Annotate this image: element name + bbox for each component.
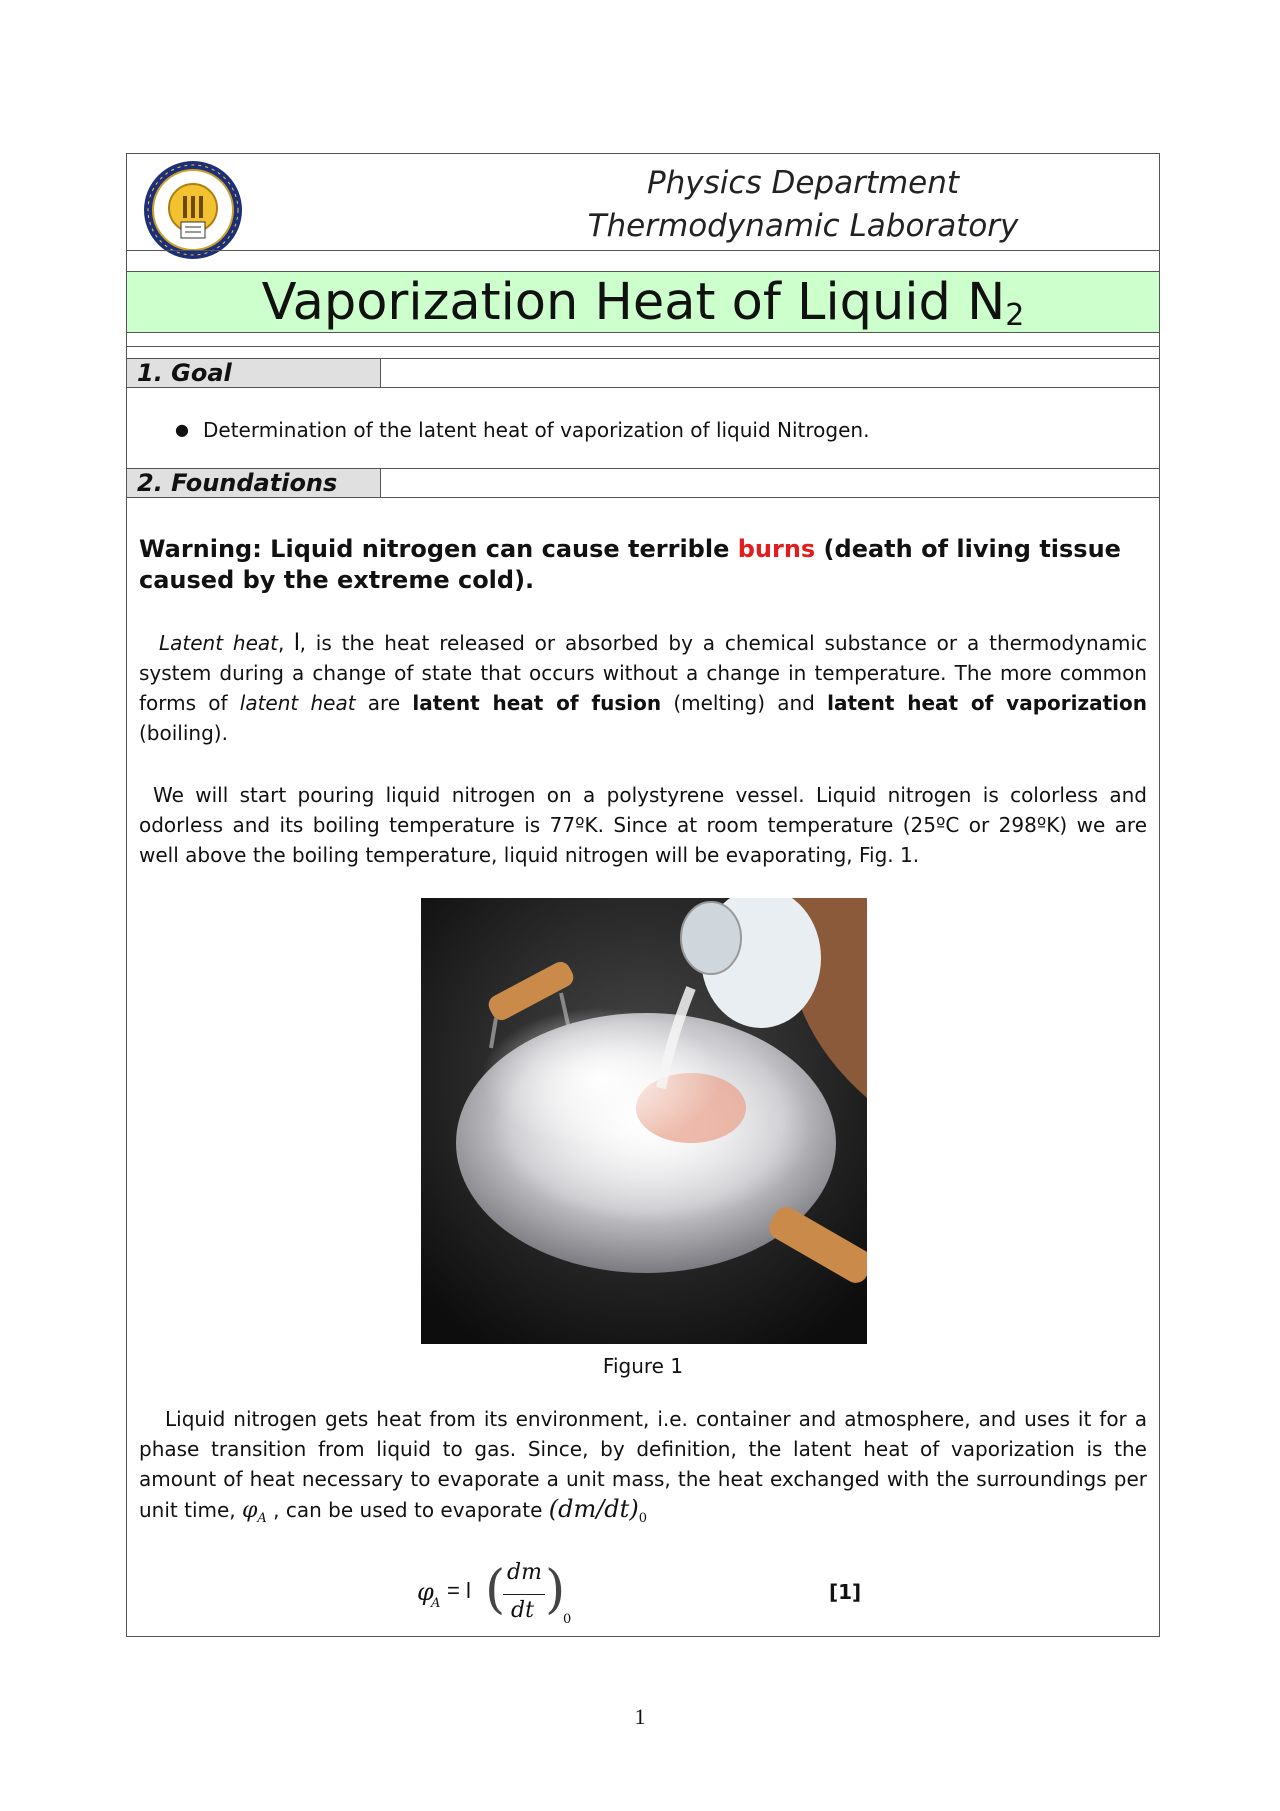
fraction-bar — [503, 1594, 545, 1595]
paragraph-latent-heat — [139, 628, 1147, 748]
warning-text — [139, 534, 1147, 596]
equation-1 — [417, 1560, 877, 1632]
department-name: Physics Department — [646, 165, 960, 201]
figure-caption: Figure 1 — [602, 1354, 684, 1378]
text-span: Liquid nitrogen gets heat from its environment, i.e. container and atmosphere, and uses it for a phase transition from liquid to gas. Since, by definition, the latent heat of vaporization is the amount of heat necessary to evaporate a unit mass, the heat exchanged with the surroundings per unit time, — [139, 1407, 1147, 1522]
text-span: , — [278, 631, 295, 655]
warning-part: Warning: Liquid nitrogen can cause terrible — [139, 535, 738, 563]
equation-lhs-subscript: A — [431, 1596, 441, 1611]
equation-denominator: dt — [511, 1598, 534, 1623]
goal-bullet — [175, 418, 869, 442]
bullet-icon: ● — [175, 420, 189, 439]
title-text: Vaporization Heat of Liquid N — [261, 273, 1006, 332]
right-paren-icon: ) — [545, 1560, 566, 1620]
page-title — [127, 272, 1159, 347]
text-span: Latent heat — [159, 631, 278, 655]
text-span: latent heat of fusion — [412, 691, 662, 715]
section-heading-foundations: 2. Foundations — [127, 468, 381, 498]
header — [127, 154, 1159, 249]
text-span: , can be used to evaporate — [266, 1498, 549, 1522]
section-heading-goal: 1. Goal — [127, 358, 381, 388]
header-text — [447, 162, 1159, 248]
text-span: (boiling). — [139, 721, 228, 745]
text-span: are — [355, 691, 413, 715]
figure-1-image — [421, 898, 867, 1344]
divider — [127, 346, 1159, 347]
equation-subscript: 0 — [563, 1612, 572, 1627]
equation-equals-l: = l — [447, 1578, 471, 1603]
derivative-expression: (dm/dt) — [548, 1495, 639, 1523]
equation-lhs: φ — [417, 1578, 434, 1606]
document-frame — [126, 153, 1160, 1637]
warning-part: (death of living tissue caused by the extreme cold). — [139, 535, 1121, 594]
phi-subscript: A — [257, 1511, 267, 1526]
divider — [127, 250, 1159, 251]
warning-highlight: burns — [737, 535, 816, 563]
section-heading-fill — [381, 468, 1159, 498]
section-heading-fill — [381, 358, 1159, 388]
title-subscript: 2 — [1005, 298, 1025, 333]
text-span: , is the heat released or absorbed by a chemical substance or a thermodynamic system during a change of state that occurs without a change in temperature. The more common forms of — [139, 631, 1148, 715]
text-span: latent heat of vaporization — [827, 691, 1148, 715]
goal-text: Determination of the latent heat of vaporization of liquid Nitrogen. — [203, 418, 870, 442]
left-paren-icon: ( — [485, 1560, 506, 1620]
derivative-subscript: 0 — [638, 1511, 647, 1526]
text-span: (melting) and — [661, 691, 828, 715]
page-number: 1 — [634, 1704, 646, 1729]
text-span: latent heat — [239, 691, 356, 715]
title-bar — [127, 271, 1159, 333]
laboratory-name: Thermodynamic Laboratory — [587, 208, 1019, 244]
paragraph-pouring: We will start pouring liquid nitrogen on a polystyrene vessel. Liquid nitrogen is colorless and odorless and its boiling temperature is 77ºK. Since at room temperature (25ºC or 298ºK) we are well above the boiling temperature, liquid nitrogen will be evaporating, Fig. 1. — [139, 783, 1147, 867]
symbol-l: l — [294, 629, 300, 656]
phi-symbol: φ — [242, 1498, 258, 1523]
equation-numerator: dm — [507, 1560, 542, 1585]
university-seal-logo — [141, 158, 245, 262]
paragraph-heat-exchange — [139, 1404, 1147, 1534]
equation-number: [1] — [829, 1580, 862, 1604]
